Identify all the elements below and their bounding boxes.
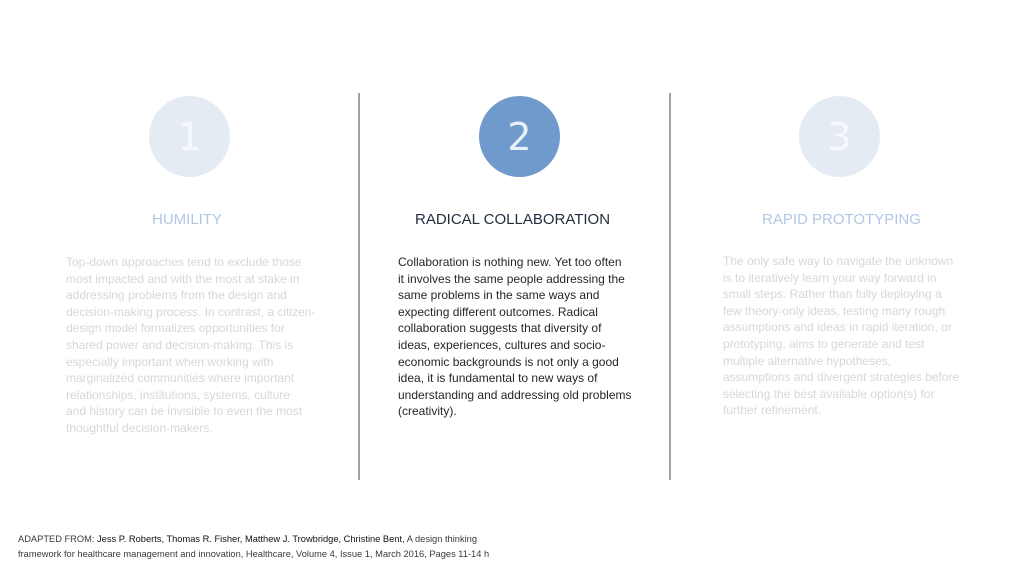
step-1-body: Top-down approaches tend to exclude those most impacted and with the most at stake in addressing problems from the design and decision-making process. In contrast, a citizen- design model formalizes opportunities for shared power and decision-making. This is especially important when working with marginalized communities where important relationships, institutions, systems, culture and history can be invisible to even the most thoughtful decision-makers. [66,255,316,435]
step-3-number: 3 [827,114,852,159]
citation-line-1 [18,532,489,547]
step-2-number: 2 [507,114,532,159]
citation-title-start: , A design thinking [402,534,478,544]
step-1-heading: HUMILITY [152,211,223,228]
step-1-number: 1 [177,114,202,159]
citation-line-2: framework for healthcare management and innovation, Healthcare, Volume 4, Issue 1, March 2016, Pages 11-14 h [18,549,490,559]
divider-left [358,93,360,480]
step-3-body: The only safe way to navigate the unknown is to iteratively learn your way forward in small steps. Rather than fully deploying a few theory-only ideas, testing many rough assumptions and ideas in rapid iteration, or prototyping, aims to generate and test multiple alternative hypotheses, assumptions and divergent strategies before selecting the best available option(s) for further refinement. [723,254,960,418]
step-3-circle [799,96,880,177]
step-3-heading: RAPID PROTOTYPING [762,211,921,228]
step-2-circle [479,96,560,177]
citation-prefix: ADAPTED FROM: [18,534,98,544]
step-2-heading: RADICAL COLLABORATION [415,211,611,228]
divider-right [669,93,671,480]
citation-authors: Jess P. Roberts, Thomas R. Fisher, Matthew J. Trowbridge, Christine Bent [97,534,403,544]
citation-footer [18,532,489,562]
step-1-circle [149,96,230,177]
step-2-body: Collaboration is nothing new. Yet too often it involves the same people addressing the same problems in the same ways and expecting different outcomes. Radical collaboration suggests that diversity of ideas, experiences, cultures and socio- economic backgrounds is not only a good idea, it is fundamental to new ways of understanding and addressing old problems (creativity). [398,255,632,419]
